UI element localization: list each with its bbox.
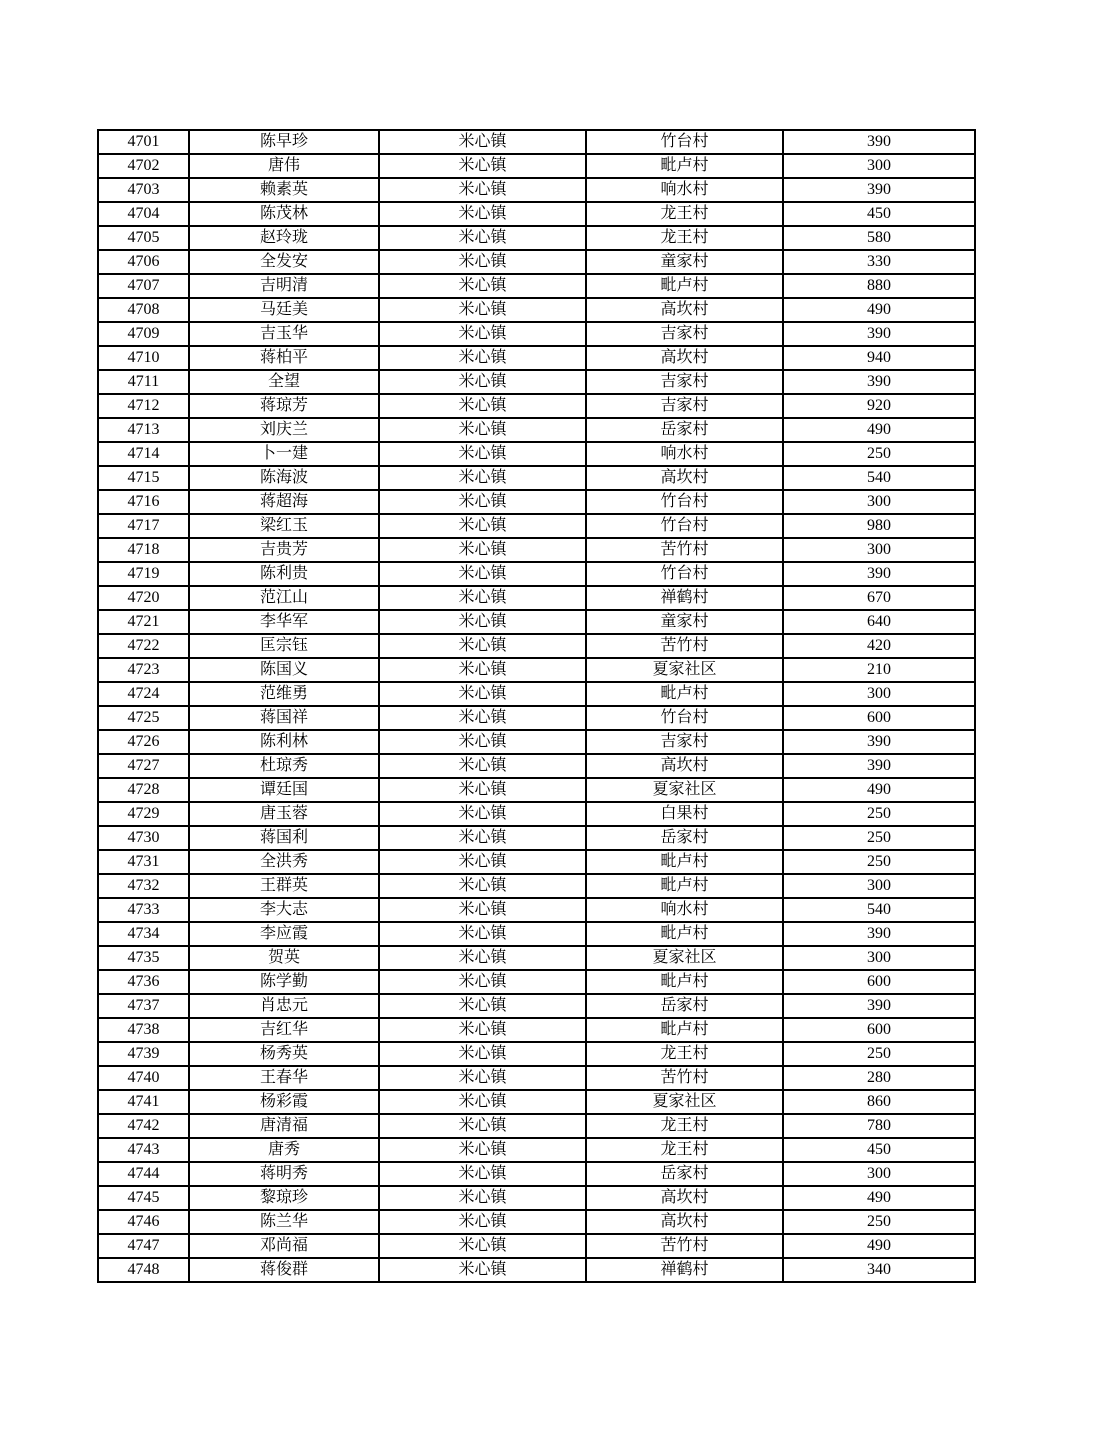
cell-serial: 4731 (98, 850, 189, 874)
table-body (98, 130, 975, 1282)
cell-town: 米心镇 (379, 250, 586, 274)
cell-village: 高坎村 (586, 298, 783, 322)
table-row (98, 130, 975, 154)
cell-village: 吉家村 (586, 370, 783, 394)
table-row (98, 1186, 975, 1210)
cell-amount: 250 (783, 802, 975, 826)
cell-town: 米心镇 (379, 706, 586, 730)
table-row (98, 1234, 975, 1258)
cell-village: 岳家村 (586, 826, 783, 850)
cell-name: 赵玲珑 (189, 226, 379, 250)
cell-village: 竹台村 (586, 490, 783, 514)
cell-serial: 4717 (98, 514, 189, 538)
cell-village: 童家村 (586, 250, 783, 274)
cell-town: 米心镇 (379, 562, 586, 586)
table-row (98, 682, 975, 706)
cell-town: 米心镇 (379, 1162, 586, 1186)
cell-amount: 490 (783, 298, 975, 322)
cell-village: 毗卢村 (586, 922, 783, 946)
table-row (98, 754, 975, 778)
cell-town: 米心镇 (379, 898, 586, 922)
cell-name: 蒋琼芳 (189, 394, 379, 418)
table-row (98, 322, 975, 346)
cell-amount: 450 (783, 202, 975, 226)
cell-town: 米心镇 (379, 610, 586, 634)
cell-village: 高坎村 (586, 346, 783, 370)
cell-town: 米心镇 (379, 154, 586, 178)
table-row (98, 1090, 975, 1114)
cell-village: 禅鹤村 (586, 1258, 783, 1282)
cell-amount: 300 (783, 874, 975, 898)
cell-serial: 4741 (98, 1090, 189, 1114)
table-row (98, 394, 975, 418)
cell-town: 米心镇 (379, 658, 586, 682)
cell-village: 毗卢村 (586, 274, 783, 298)
table-row (98, 202, 975, 226)
cell-amount: 390 (783, 178, 975, 202)
cell-name: 唐伟 (189, 154, 379, 178)
table-row (98, 1210, 975, 1234)
cell-name: 陈学勤 (189, 970, 379, 994)
cell-village: 白果村 (586, 802, 783, 826)
cell-village: 夏家社区 (586, 778, 783, 802)
cell-village: 童家村 (586, 610, 783, 634)
table-row (98, 154, 975, 178)
cell-serial: 4744 (98, 1162, 189, 1186)
table-row (98, 610, 975, 634)
cell-town: 米心镇 (379, 418, 586, 442)
cell-name: 谭廷国 (189, 778, 379, 802)
table-row (98, 802, 975, 826)
cell-serial: 4721 (98, 610, 189, 634)
cell-name: 李华军 (189, 610, 379, 634)
cell-village: 吉家村 (586, 730, 783, 754)
cell-serial: 4719 (98, 562, 189, 586)
table-row (98, 778, 975, 802)
cell-town: 米心镇 (379, 202, 586, 226)
cell-name: 全发安 (189, 250, 379, 274)
cell-serial: 4732 (98, 874, 189, 898)
cell-amount: 920 (783, 394, 975, 418)
cell-serial: 4745 (98, 1186, 189, 1210)
cell-name: 陈兰华 (189, 1210, 379, 1234)
cell-name: 杨秀英 (189, 1042, 379, 1066)
cell-town: 米心镇 (379, 1042, 586, 1066)
cell-name: 肖忠元 (189, 994, 379, 1018)
cell-serial: 4702 (98, 154, 189, 178)
cell-name: 赖素英 (189, 178, 379, 202)
cell-name: 梁红玉 (189, 514, 379, 538)
cell-village: 禅鹤村 (586, 586, 783, 610)
cell-name: 唐秀 (189, 1138, 379, 1162)
cell-town: 米心镇 (379, 802, 586, 826)
cell-town: 米心镇 (379, 322, 586, 346)
cell-town: 米心镇 (379, 922, 586, 946)
cell-serial: 4720 (98, 586, 189, 610)
cell-amount: 390 (783, 922, 975, 946)
cell-town: 米心镇 (379, 178, 586, 202)
cell-serial: 4708 (98, 298, 189, 322)
cell-village: 响水村 (586, 178, 783, 202)
cell-village: 高坎村 (586, 754, 783, 778)
table-row (98, 178, 975, 202)
table-row (98, 634, 975, 658)
cell-amount: 490 (783, 1186, 975, 1210)
cell-village: 毗卢村 (586, 682, 783, 706)
cell-village: 毗卢村 (586, 154, 783, 178)
cell-town: 米心镇 (379, 586, 586, 610)
cell-name: 全洪秀 (189, 850, 379, 874)
cell-village: 龙王村 (586, 202, 783, 226)
cell-town: 米心镇 (379, 1234, 586, 1258)
cell-town: 米心镇 (379, 394, 586, 418)
cell-serial: 4747 (98, 1234, 189, 1258)
cell-serial: 4718 (98, 538, 189, 562)
cell-town: 米心镇 (379, 946, 586, 970)
cell-serial: 4711 (98, 370, 189, 394)
cell-name: 陈海波 (189, 466, 379, 490)
table-row (98, 850, 975, 874)
cell-name: 王群英 (189, 874, 379, 898)
cell-name: 陈茂林 (189, 202, 379, 226)
cell-village: 龙王村 (586, 1042, 783, 1066)
cell-serial: 4714 (98, 442, 189, 466)
cell-amount: 670 (783, 586, 975, 610)
table-row (98, 1114, 975, 1138)
cell-town: 米心镇 (379, 730, 586, 754)
cell-amount: 300 (783, 1162, 975, 1186)
cell-village: 高坎村 (586, 466, 783, 490)
cell-town: 米心镇 (379, 346, 586, 370)
cell-name: 卜一建 (189, 442, 379, 466)
cell-amount: 780 (783, 1114, 975, 1138)
cell-town: 米心镇 (379, 1066, 586, 1090)
cell-amount: 390 (783, 754, 975, 778)
cell-serial: 4704 (98, 202, 189, 226)
cell-town: 米心镇 (379, 1210, 586, 1234)
cell-name: 陈利贵 (189, 562, 379, 586)
roster-table (97, 129, 976, 1283)
cell-amount: 300 (783, 682, 975, 706)
cell-amount: 300 (783, 946, 975, 970)
table-row (98, 874, 975, 898)
cell-amount: 280 (783, 1066, 975, 1090)
cell-name: 吉玉华 (189, 322, 379, 346)
cell-town: 米心镇 (379, 1090, 586, 1114)
cell-town: 米心镇 (379, 1018, 586, 1042)
cell-serial: 4713 (98, 418, 189, 442)
cell-serial: 4705 (98, 226, 189, 250)
cell-name: 蒋超海 (189, 490, 379, 514)
cell-serial: 4723 (98, 658, 189, 682)
cell-serial: 4726 (98, 730, 189, 754)
table-row (98, 1018, 975, 1042)
cell-serial: 4701 (98, 130, 189, 154)
cell-name: 陈早珍 (189, 130, 379, 154)
cell-amount: 450 (783, 1138, 975, 1162)
cell-amount: 980 (783, 514, 975, 538)
cell-name: 杨彩霞 (189, 1090, 379, 1114)
cell-amount: 390 (783, 994, 975, 1018)
table-row (98, 946, 975, 970)
cell-amount: 490 (783, 1234, 975, 1258)
cell-serial: 4706 (98, 250, 189, 274)
table-row (98, 346, 975, 370)
cell-amount: 210 (783, 658, 975, 682)
cell-town: 米心镇 (379, 970, 586, 994)
cell-serial: 4733 (98, 898, 189, 922)
cell-name: 杜琼秀 (189, 754, 379, 778)
table-row (98, 1138, 975, 1162)
cell-serial: 4716 (98, 490, 189, 514)
cell-amount: 540 (783, 466, 975, 490)
cell-amount: 300 (783, 538, 975, 562)
cell-village: 竹台村 (586, 562, 783, 586)
table-row (98, 994, 975, 1018)
table-row (98, 514, 975, 538)
cell-village: 毗卢村 (586, 850, 783, 874)
cell-village: 苦竹村 (586, 1066, 783, 1090)
table-row (98, 490, 975, 514)
cell-name: 全望 (189, 370, 379, 394)
table-row (98, 898, 975, 922)
cell-name: 陈国义 (189, 658, 379, 682)
cell-town: 米心镇 (379, 130, 586, 154)
table-row (98, 1162, 975, 1186)
table-row (98, 562, 975, 586)
cell-town: 米心镇 (379, 298, 586, 322)
cell-serial: 4737 (98, 994, 189, 1018)
cell-town: 米心镇 (379, 274, 586, 298)
cell-amount: 390 (783, 322, 975, 346)
table-row (98, 826, 975, 850)
cell-name: 蒋国祥 (189, 706, 379, 730)
cell-town: 米心镇 (379, 994, 586, 1018)
cell-name: 黎琼珍 (189, 1186, 379, 1210)
cell-serial: 4707 (98, 274, 189, 298)
cell-name: 刘庆兰 (189, 418, 379, 442)
cell-serial: 4703 (98, 178, 189, 202)
cell-serial: 4742 (98, 1114, 189, 1138)
cell-serial: 4712 (98, 394, 189, 418)
cell-town: 米心镇 (379, 226, 586, 250)
cell-amount: 390 (783, 730, 975, 754)
cell-amount: 880 (783, 274, 975, 298)
cell-village: 高坎村 (586, 1210, 783, 1234)
table-row (98, 370, 975, 394)
cell-village: 龙王村 (586, 1138, 783, 1162)
cell-amount: 340 (783, 1258, 975, 1282)
cell-name: 匡宗钰 (189, 634, 379, 658)
cell-name: 范维勇 (189, 682, 379, 706)
cell-serial: 4715 (98, 466, 189, 490)
table-row (98, 970, 975, 994)
cell-amount: 540 (783, 898, 975, 922)
table-row (98, 586, 975, 610)
table-row (98, 706, 975, 730)
cell-town: 米心镇 (379, 490, 586, 514)
cell-amount: 600 (783, 1018, 975, 1042)
cell-village: 毗卢村 (586, 1018, 783, 1042)
cell-amount: 390 (783, 370, 975, 394)
table-row (98, 298, 975, 322)
cell-village: 竹台村 (586, 130, 783, 154)
cell-name: 范江山 (189, 586, 379, 610)
cell-village: 岳家村 (586, 1162, 783, 1186)
table-row (98, 1042, 975, 1066)
cell-serial: 4728 (98, 778, 189, 802)
cell-amount: 490 (783, 778, 975, 802)
cell-amount: 390 (783, 562, 975, 586)
cell-name: 李应霞 (189, 922, 379, 946)
cell-serial: 4738 (98, 1018, 189, 1042)
cell-village: 龙王村 (586, 226, 783, 250)
cell-village: 吉家村 (586, 394, 783, 418)
table-row (98, 730, 975, 754)
cell-name: 唐玉蓉 (189, 802, 379, 826)
cell-serial: 4725 (98, 706, 189, 730)
cell-name: 吉明清 (189, 274, 379, 298)
cell-amount: 860 (783, 1090, 975, 1114)
cell-village: 竹台村 (586, 706, 783, 730)
cell-serial: 4735 (98, 946, 189, 970)
cell-village: 吉家村 (586, 322, 783, 346)
cell-serial: 4740 (98, 1066, 189, 1090)
cell-name: 王春华 (189, 1066, 379, 1090)
cell-village: 毗卢村 (586, 874, 783, 898)
cell-town: 米心镇 (379, 538, 586, 562)
cell-serial: 4727 (98, 754, 189, 778)
cell-name: 邓尚福 (189, 1234, 379, 1258)
cell-village: 夏家社区 (586, 1090, 783, 1114)
cell-serial: 4729 (98, 802, 189, 826)
cell-name: 吉贵芳 (189, 538, 379, 562)
cell-town: 米心镇 (379, 850, 586, 874)
cell-name: 李大志 (189, 898, 379, 922)
cell-village: 毗卢村 (586, 970, 783, 994)
cell-serial: 4748 (98, 1258, 189, 1282)
table-row (98, 274, 975, 298)
table-row (98, 922, 975, 946)
cell-serial: 4724 (98, 682, 189, 706)
cell-village: 响水村 (586, 442, 783, 466)
cell-name: 唐清福 (189, 1114, 379, 1138)
table-row (98, 1258, 975, 1282)
cell-village: 夏家社区 (586, 946, 783, 970)
cell-amount: 600 (783, 970, 975, 994)
cell-serial: 4739 (98, 1042, 189, 1066)
cell-town: 米心镇 (379, 754, 586, 778)
cell-serial: 4730 (98, 826, 189, 850)
cell-serial: 4734 (98, 922, 189, 946)
cell-village: 苦竹村 (586, 634, 783, 658)
cell-serial: 4743 (98, 1138, 189, 1162)
table-row (98, 442, 975, 466)
cell-village: 岳家村 (586, 994, 783, 1018)
cell-amount: 940 (783, 346, 975, 370)
cell-serial: 4746 (98, 1210, 189, 1234)
cell-name: 蒋明秀 (189, 1162, 379, 1186)
cell-name: 陈利林 (189, 730, 379, 754)
cell-serial: 4710 (98, 346, 189, 370)
table-row (98, 538, 975, 562)
cell-town: 米心镇 (379, 778, 586, 802)
cell-village: 苦竹村 (586, 538, 783, 562)
cell-amount: 420 (783, 634, 975, 658)
cell-town: 米心镇 (379, 1258, 586, 1282)
cell-village: 夏家社区 (586, 658, 783, 682)
cell-amount: 250 (783, 442, 975, 466)
cell-village: 岳家村 (586, 418, 783, 442)
cell-village: 龙王村 (586, 1114, 783, 1138)
cell-village: 响水村 (586, 898, 783, 922)
table-row (98, 250, 975, 274)
cell-town: 米心镇 (379, 1186, 586, 1210)
cell-amount: 390 (783, 130, 975, 154)
cell-name: 马廷美 (189, 298, 379, 322)
cell-amount: 640 (783, 610, 975, 634)
cell-town: 米心镇 (379, 442, 586, 466)
cell-name: 蒋国利 (189, 826, 379, 850)
cell-amount: 330 (783, 250, 975, 274)
cell-amount: 250 (783, 1210, 975, 1234)
cell-town: 米心镇 (379, 682, 586, 706)
cell-town: 米心镇 (379, 1138, 586, 1162)
cell-name: 蒋俊群 (189, 1258, 379, 1282)
cell-amount: 300 (783, 154, 975, 178)
table-row (98, 466, 975, 490)
cell-serial: 4722 (98, 634, 189, 658)
table-row (98, 226, 975, 250)
cell-serial: 4736 (98, 970, 189, 994)
cell-town: 米心镇 (379, 1114, 586, 1138)
cell-name: 蒋柏平 (189, 346, 379, 370)
cell-amount: 490 (783, 418, 975, 442)
cell-town: 米心镇 (379, 370, 586, 394)
table-row (98, 418, 975, 442)
cell-town: 米心镇 (379, 466, 586, 490)
cell-town: 米心镇 (379, 826, 586, 850)
cell-amount: 300 (783, 490, 975, 514)
cell-town: 米心镇 (379, 874, 586, 898)
cell-amount: 600 (783, 706, 975, 730)
cell-amount: 250 (783, 826, 975, 850)
cell-town: 米心镇 (379, 634, 586, 658)
cell-amount: 250 (783, 1042, 975, 1066)
cell-village: 高坎村 (586, 1186, 783, 1210)
table-row (98, 658, 975, 682)
cell-amount: 580 (783, 226, 975, 250)
cell-name: 吉红华 (189, 1018, 379, 1042)
cell-town: 米心镇 (379, 514, 586, 538)
cell-serial: 4709 (98, 322, 189, 346)
cell-village: 竹台村 (586, 514, 783, 538)
table-row (98, 1066, 975, 1090)
cell-amount: 250 (783, 850, 975, 874)
cell-name: 贺英 (189, 946, 379, 970)
cell-village: 苦竹村 (586, 1234, 783, 1258)
